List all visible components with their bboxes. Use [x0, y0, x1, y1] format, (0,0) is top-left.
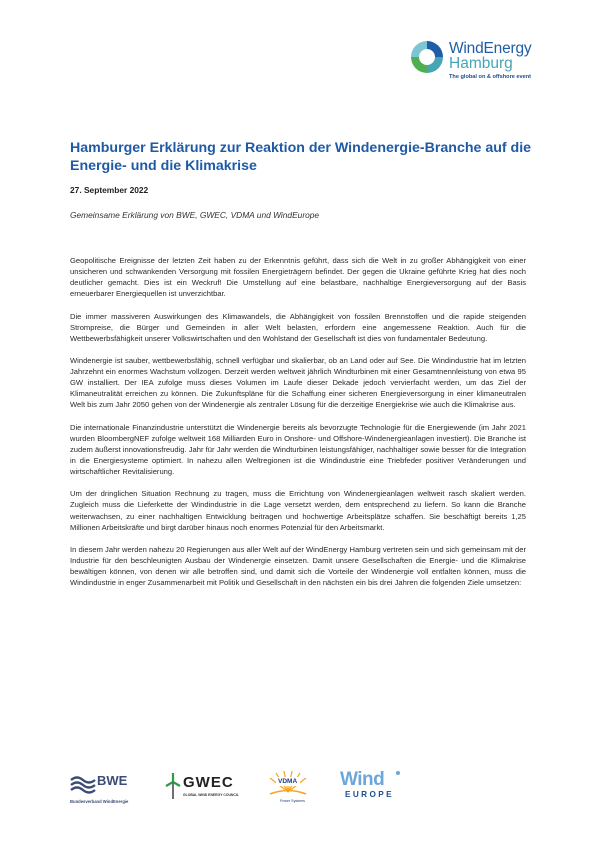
paragraph: Die internationale Finanzindustrie unterstützt die Windenergie bereits als bevorzugte Technologie für die Energiewende (im Jahr 2021 wurden BloombergNEF zufolge weltweit 168 Milliarden Euro in Onshore- und Offshore-Windenergieanlagen investiert). Die Branche ist zudem äußerst innovationsfreudig. Jahr für Jahr werden die Windturbinen leistungsfähiger, nachhaltiger sowie besser für die Integration in die Energiesysteme optimiert. In nahezu allen Weltregionen ist die Windindustrie eine Triebfeder positiver Veränderungen und wirtschaftlicher Revitalisierung. [70, 422, 526, 477]
paragraph: Um der dringlichen Situation Rechnung zu tragen, muss die Errichtung von Windenergieanlagen weltweit rasch skaliert werden. Zugleich muss die Lieferkette der Windindustrie in die Lage versetzt werden, dem entsprechend zu liefern. So kann die Branche weiterwachsen, zu einer nachhaltigen Entwicklung beitragen und hochwertige Arbeitsplätze schaffen. Sie beschäftigt bereits 1,25 Millionen Arbeitskräfte und birgt darüber hinaus noch enormes Potenzial für den Arbeitsmarkt. [70, 489, 526, 532]
gwec-wordmark: GWEC [183, 774, 234, 791]
document-subtitle: Gemeinsame Erklärung von BWE, GWEC, VDMA und WindEurope [70, 210, 320, 220]
paragraph: Geopolitische Ereignisse der letzten Zeit haben zu der Erkenntnis geführt, dass sich die Welt in zu großer Abhängigkeit von einer unsicheren und schwankenden Versorgung mit fossilen Energieträgern befindet. Der gegen die Ukraine geführte Krieg hat dies noch deutlicher gemacht. Dies ist ein Weckruf! Die Umstellung auf eine belastbare, nachhaltige Energieversorgung auf der Basis erneuerbarer Energiequellen ist unverzichtbar. [70, 256, 526, 299]
paragraph: Windenergie ist sauber, wettbewerbsfähig, schnell verfügbar und skalierbar, ob an Land oder auf See. Die Windindustrie hat im letzten Jahrzehnt ein enormes Wachstum vollzogen. Derzeit werden weltweit jährlich Windturbinen mit einer Gesamtnennleistung von etwa 95 GW installiert. Der IEA zufolge muss dieses Volumen im Laufe dieser Dekade jedoch vervierfacht werden, um das Ziel der Klimaneutralität erreichen zu können. Die Zukunftspläne für die Schaffung einer sicheren Energieversorgung in einer klimaneutralen Welt bis zum Jahr 2050 gehen von der Windenergie als zentraler Lösung für die derzeitige Energiekrise wie auch die Klimakrise aus. [70, 356, 526, 410]
bwe-logo [70, 770, 140, 810]
windenergy-logo-icon [409, 39, 445, 75]
logo-city: Hamburg [449, 55, 513, 72]
document-body [70, 255, 526, 599]
partner-logos [70, 770, 530, 810]
bwe-wordmark: BWE [97, 773, 128, 788]
paragraph: In diesem Jahr werden nahezu 20 Regierungen aus aller Welt auf der WindEnergy Hamburg vertreten sein und sich gemeinsam mit der Industrie für den beschleunigten Ausbau der Windenergie einsetzen. Damit unsere Gesellschaften die Energie- und die Klimakrise bewältigen können, von denen wir alle betroffen sind, und damit sich die Vorteile der Windenergie voll entfalten können, muss die Windindustrie in enger Zusammenarbeit mit Politik und Gesellschaft in den nächsten ein bis drei Jahren die folgenden Ziele umsetzen: [70, 544, 526, 588]
vdma-subtitle: Power Systems [280, 799, 305, 803]
windenergy-hamburg-logo [409, 37, 559, 85]
gwec-turbine-icon [165, 772, 181, 800]
windeurope-wordmark: Wind [340, 769, 385, 790]
document-title: Hamburger Erklärung zur Reaktion der Windenergie-Branche auf die Energie- und die Klimakrise [70, 140, 532, 174]
vdma-logo [266, 770, 318, 810]
vdma-wordmark: VDMA [278, 778, 298, 785]
bwe-subtitle: Bundesverband WindEnergie [70, 799, 129, 804]
windeurope-dot-icon [396, 771, 400, 775]
document-date: 27. September 2022 [70, 185, 149, 195]
paragraph: Die immer massiveren Auswirkungen des Klimawandels, die Abhängigkeit von fossilen Brennstoffen und die rapide steigenden Strompreise, die Bürger und Gemeinden in aller Welt belasten, erfordern eine angemessene Reaktion. Auch für die Wettbewerbsfähigkeit unserer Volkswirtschaften und den Wohlstand der Gesellschaft ist dies von fundamentaler Bedeutung. [70, 311, 526, 343]
windeurope-logo [340, 770, 410, 810]
gwec-logo [163, 770, 243, 810]
bwe-wave-icon [70, 774, 96, 794]
logo-tagline: The global on & offshore event [449, 74, 532, 80]
windeurope-subtitle: EUROPE [345, 790, 394, 799]
logo-name: WindEnergy [449, 40, 532, 57]
gwec-subtitle: GLOBAL WIND ENERGY COUNCIL [183, 793, 239, 797]
